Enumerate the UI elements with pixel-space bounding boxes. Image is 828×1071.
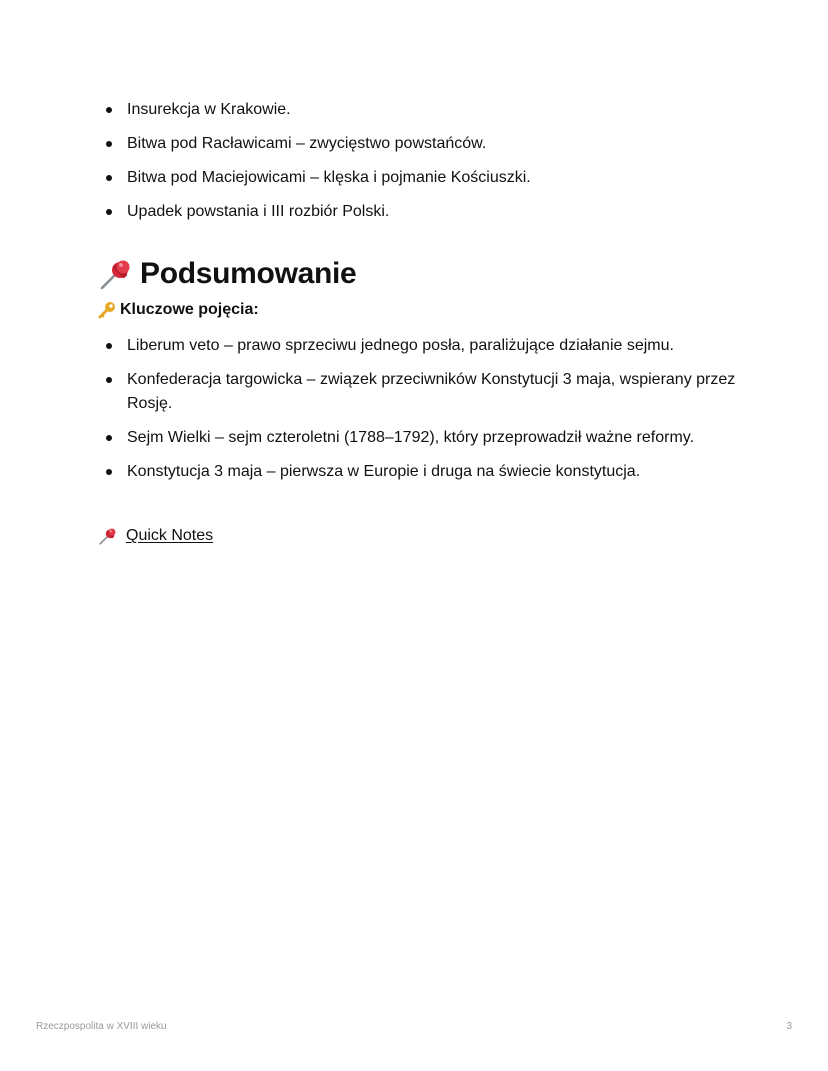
list-item-text: Bitwa pod Maciejowicami – klęska i pojmanie Kościuszki. — [127, 169, 531, 186]
list-item — [0, 166, 828, 190]
key-terms-heading — [97, 300, 259, 320]
footer-title: Rzeczpospolita w XVIII wieku — [36, 1021, 167, 1032]
pushpin-icon — [98, 256, 134, 292]
list-item-text: Konstytucja 3 maja – pierwsza w Europie i druga na świecie konstytucja. — [127, 463, 641, 480]
bullet-icon — [106, 343, 112, 349]
key-icon — [97, 300, 117, 320]
quick-notes-link[interactable]: Quick Notes — [126, 527, 214, 544]
events-list — [0, 98, 828, 234]
bullet-icon — [106, 209, 112, 215]
list-item-text: Bitwa pod Racławicami – zwycięstwo powstańców. — [127, 135, 487, 152]
list-item-text: Konfederacja targowicka – związek przeciwników Konstytucji 3 maja, wspierany przez Rosję. — [127, 371, 736, 412]
summary-heading — [98, 252, 356, 296]
list-item-text: Sejm Wielki – sejm czteroletni (1788–1792), który przeprowadził ważne reformy. — [127, 429, 695, 446]
list-item-text: Insurekcja w Krakowie. — [127, 101, 291, 118]
list-item — [0, 368, 828, 416]
key-terms-label: Kluczowe pojęcia: — [120, 301, 259, 318]
quick-notes-row — [98, 526, 213, 546]
bullet-icon — [106, 107, 112, 113]
list-item-text: Upadek powstania i III rozbiór Polski. — [127, 203, 390, 220]
bullet-icon — [106, 175, 112, 181]
key-terms-list — [0, 334, 828, 494]
list-item-text: Liberum veto – prawo sprzeciwu jednego posła, paraliżujące działanie sejmu. — [127, 337, 674, 354]
pushpin-icon — [98, 526, 118, 546]
list-item — [0, 200, 828, 224]
list-item — [0, 426, 828, 450]
list-item — [0, 98, 828, 122]
bullet-icon — [106, 435, 112, 441]
list-item — [0, 334, 828, 358]
page-number: 3 — [786, 1021, 792, 1032]
bullet-icon — [106, 469, 112, 475]
summary-title: Podsumowanie — [140, 257, 357, 290]
list-item — [0, 132, 828, 156]
bullet-icon — [106, 377, 112, 383]
list-item — [0, 460, 828, 484]
bullet-icon — [106, 141, 112, 147]
